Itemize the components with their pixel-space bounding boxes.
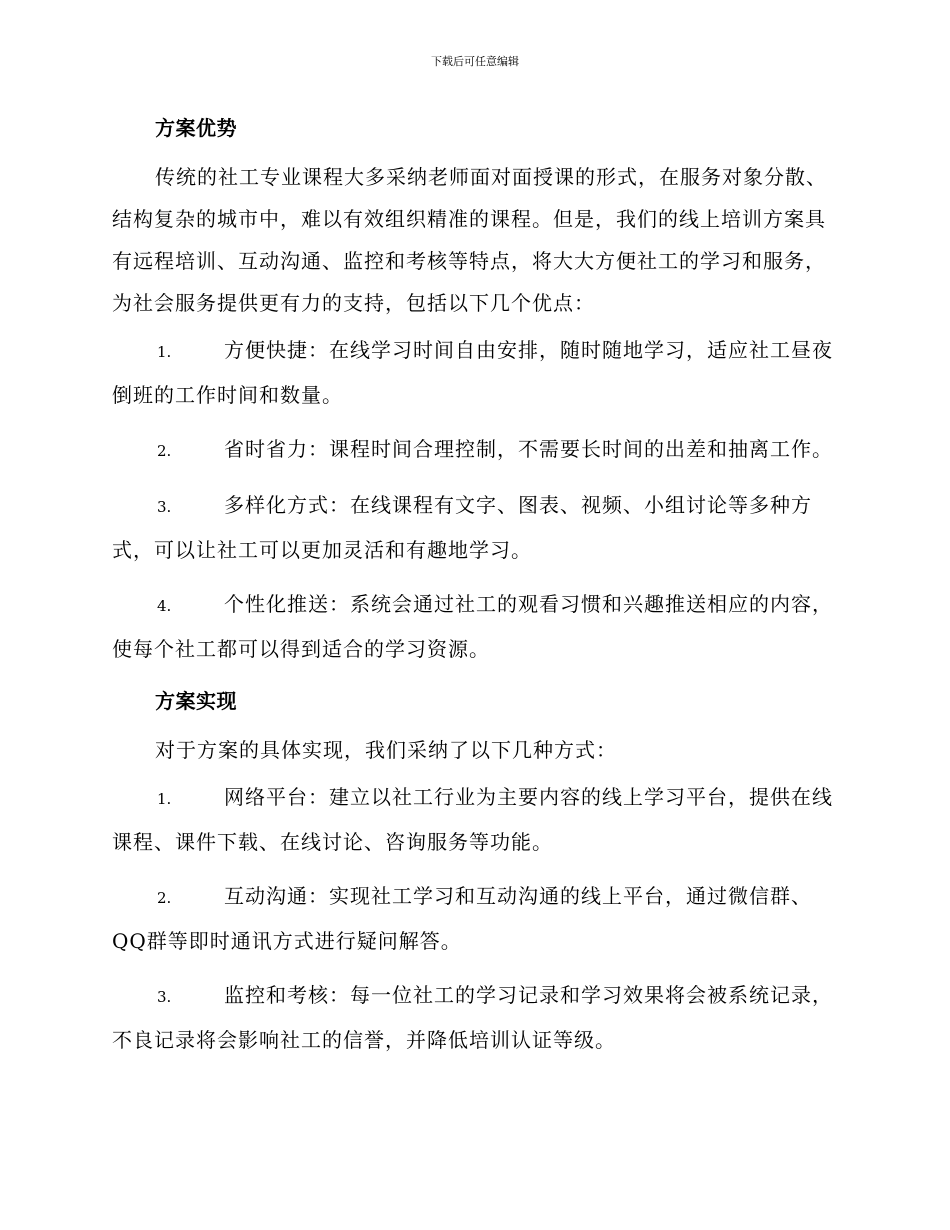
list-item-number: 2. [157, 889, 172, 907]
list-item-number: 1. [157, 343, 172, 361]
list-item [112, 484, 834, 572]
list-item-text: 方便快捷：在线学习时间自由安排，随时随地学习，适应社工昼夜倒班的工作时间和数量。 [112, 338, 833, 407]
list-item [112, 428, 834, 473]
list-item-text: 监控和考核：每一位社工的学习记录和学习效果将会被系统记录，不良记录将会影响社工的信誉，并降低培训认证等级。 [112, 983, 833, 1052]
list-item-number: 4. [157, 597, 172, 615]
list-item-text: 多样化方式：在线课程有文字、图表、视频、小组讨论等多种方式，可以让社工可以更加灵活和有趣地学习。 [112, 493, 812, 562]
section-heading-implementation: 方案实现 [155, 689, 237, 713]
list-item-text: 个性化推送：系统会通过社工的观看习惯和兴趣推送相应的内容，使每个社工都可以得到适合的学习资源。 [112, 592, 833, 661]
list-item [112, 776, 834, 864]
list-item-number: 3. [157, 988, 172, 1006]
list-item-text: 省时省力：课程时间合理控制，不需要长时间的出差和抽离工作。 [224, 437, 833, 461]
list-item-text: 互动沟通：实现社工学习和互动沟通的线上平台，通过微信群、QQ群等即时通讯方式进行疑问解答。 [112, 884, 812, 953]
list-item-text: 网络平台：建立以社工行业为主要内容的线上学习平台，提供在线课程、课件下载、在线讨论、咨询服务等功能。 [112, 785, 833, 854]
list-item [112, 329, 834, 417]
list-item-number: 2. [157, 442, 172, 460]
document-body [112, 109, 834, 1073]
section-intro-implementation: 对于方案的具体实现，我们采纳了以下几种方式： [155, 738, 617, 762]
section-intro-advantages: 传统的社工专业课程大多采纳老师面对面授课的形式，在服务对象分散、结构复杂的城市中，难以有效组织精准的课程。但是，我们的线上培训方案具有远程培训、互动沟通、监控和考核等特点，将大大方便社工的学习和服务，为社会服务提供更有力的支持，包括以下几个优点： [112, 165, 827, 315]
section-heading-advantages: 方案优势 [155, 116, 237, 140]
list-item-number: 3. [157, 498, 172, 516]
list-item [112, 875, 834, 963]
list-item [112, 583, 834, 671]
list-item-number: 1. [157, 790, 172, 808]
list-item [112, 974, 834, 1062]
page-header: 下载后可任意编辑 [431, 55, 519, 68]
